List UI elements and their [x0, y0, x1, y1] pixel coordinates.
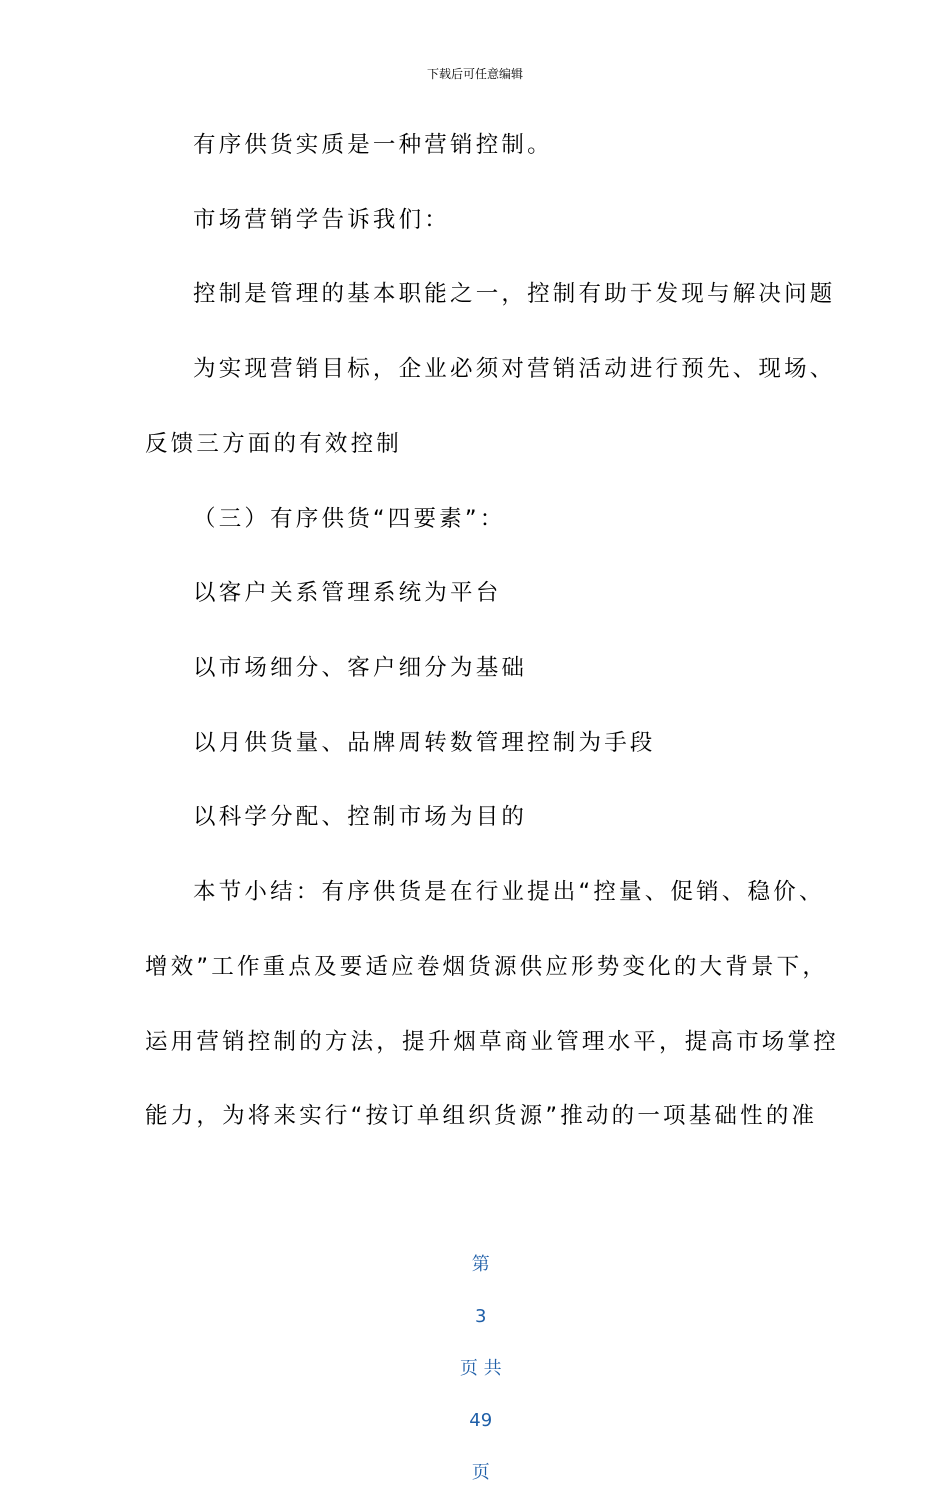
paragraph-line: 以科学分配、控制市场为目的	[193, 804, 528, 830]
paragraph-line: 增效”工作重点及要适应卷烟货源供应形势变化的大背景下，	[145, 954, 829, 980]
footer-suffix: 页	[471, 1462, 490, 1483]
paragraph-line: 反馈三方面的有效控制	[145, 431, 403, 457]
section-heading: （三）有序供货“四要素”：	[193, 506, 506, 532]
page-header: 下载后可任意编辑	[426, 67, 523, 81]
paragraph-line: 能力，为将来实行“按订单组织货源”推动的一项基础性的准	[145, 1103, 818, 1129]
paragraph-line: 运用营销控制的方法，提升烟草商业管理水平，提高市场掌控	[145, 1029, 839, 1055]
footer-total-pages: 49	[469, 1410, 493, 1431]
footer-page-number: 3	[475, 1306, 487, 1327]
footer-prefix: 第	[471, 1254, 490, 1275]
paragraph-line: 本节小结：有序供货是在行业提出“控量、促销、稳价、	[193, 879, 825, 905]
paragraph-line: 以月供货量、品牌周转数管理控制为手段	[193, 730, 656, 756]
paragraph-line: 以市场细分、客户细分为基础	[193, 655, 528, 681]
page-footer	[0, 1226, 950, 1486]
footer-middle: 页 共	[459, 1358, 502, 1379]
paragraph-line: 以客户关系管理系统为平台	[193, 580, 502, 606]
paragraph-line: 为实现营销目标，企业必须对营销活动进行预先、现场、	[193, 356, 836, 382]
paragraph-line: 控制是管理的基本职能之一，控制有助于发现与解决问题	[193, 281, 836, 307]
paragraph-line: 有序供货实质是一种营销控制。	[193, 132, 553, 158]
paragraph-line: 市场营销学告诉我们：	[193, 207, 451, 233]
